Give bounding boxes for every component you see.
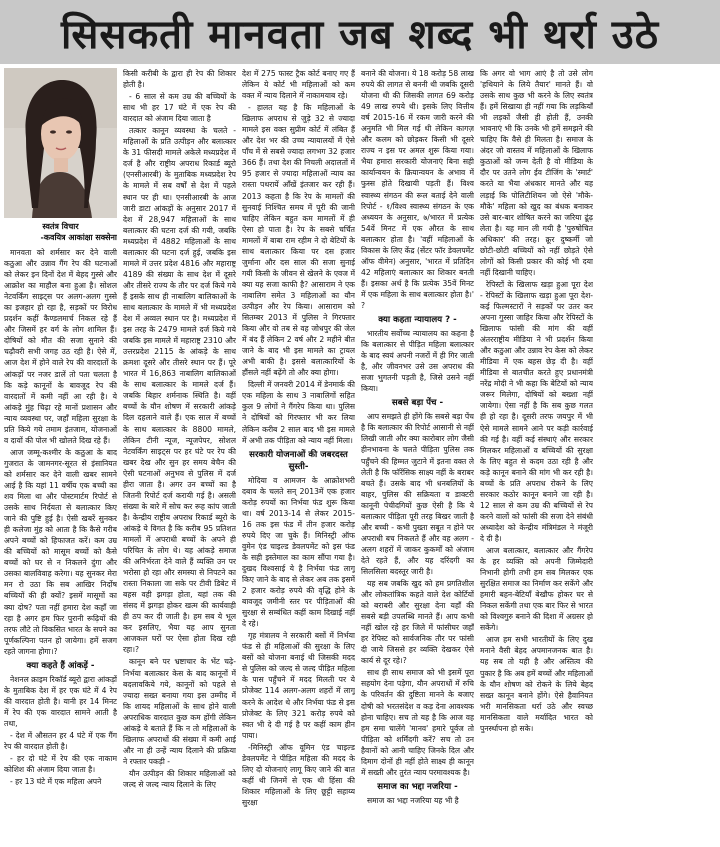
- article-paragraph: भारतीय सर्वोच्च न्यायालय का कहना है कि बलात्कार से पीड़ित महिला बलात्कार के बाद स्वयं अपनी नजरों में ही गिर जाती है, और जीवनभर उसे उस अपराध की सजा भुगतनी पड़ती है, जिसे उसने नहीं किया।: [361, 329, 474, 394]
- article-paragraph: साथ ही साथ समाज को भी इसमें पूरा सहयोग देना पड़ेगा, यौन अपराधों में रुचि के परिवर्तन की दुष्टिता मानने के बजाए दोषी को भरतसंदेश व कड़ देना आवश्यक होना चाहिए। सच तो यह है कि आज वह हम समा चालेंगे 'मानव' हमारे पूर्वज तो पीड़िता को शर्मिंदगी करें? सच तो उन हैवानों को आनी चाहिए जिनके दिल और दिमाग दोनों ही नहीं होते साक्ष्य ही कानून में सख्ती और तुरंत न्याय परमावश्यक है।: [361, 668, 474, 777]
- author-portrait-image: [4, 68, 117, 218]
- section-subheading: सरकारी योजनाओं की जबरदस्त सुस्ती-: [249, 449, 348, 472]
- column-2: [123, 68, 236, 844]
- column-text: [123, 68, 236, 790]
- article-paragraph: तत्कार कानून व्यवस्था के चलते - महिलाओं के प्रति उत्पीड़न और बलात्कार के 31 फीसदी मामले अकेले मध्यप्रदेश में दर्ज है और राष्ट्रीय अपराध रिकार्ड ब्यूरो (एनसीआरबी) के मुताबिक मध्यप्रदेश रेप के मामले में सब वर्षों से देश में पहले स्थान पर ही था। एनसीआरबी के आज जारी डाटा आंकड़ों के अनुसार 2017 में देश में 28,947 महिलाओं के साथ बलात्कार की घटना दर्ज की गयी, जबकि मध्यप्रदेश में 4882 महिलाओं के साथ बलात्कार की घटना दर्ज हुई, जबकि इस मामले में उत्तर प्रदेश 4816 और महाराष्ट्र 4189 की संख्या के साथ देश में दूसरे और तीसरे राज्य के तौर पर दर्ज किये गये हैं इसके साथ ही नाबालिग बालिकाओं के साथ बलात्कार के मामले में भी मध्यप्रदेश देश में अव्वल स्थान पर है। मध्यप्रदेश में इस तरह के 2479 मामले दर्ज किये गये जबकि इस मामले में महाराष्ट्र 2310 और उत्तरप्रदेश 2115 के आंकड़े के साथ क्रमशः दूसरे और तीसरे स्थान पर हैं। पूरे भारत में 16,863 नाबालिग बालिकाओं के साथ बलात्कार के मामले दर्ज हैं। जबकि बिहार शर्मनाक स्थिति है। वहीं बच्चों के यौन शोषण में सरकारी आंकड़े दिल दहलाने वाले हैं। एक साल में बच्चों के साथ बलात्कार के 8800 मामले, लेकिन टीनी न्यूज, न्यूजपेपर, सोशल नेटवर्किंग साइट्स पर हर घंटे पर रेप की खबर देख और सुन हर समय बेचैन की ऐसी घटनाओं अनुभव से पुलिस में दर्ज हीरा जाता है। अगर उन बच्चों का है जितनी रिपोर्ट दर्ज करायी गई है। असली संख्या के बारे में सोच कर रूह कांप जाती है। केन्द्रीय राष्ट्रीय अपराध रिकार्ड ब्यूरो के आंकड़े ये विगत है कि करीब 95 प्रतिशत मामलों में अपराधी बच्चों के अपने ही परिचित के लोग थे। यह आंकड़े समाज की अनिर्भरता देने वाले हैं व्यक्ति उन पर भरोसा हो रहा और समस्या से निपटने का रास्ता निकाला जा सके पर टीवी डिबेट में बहस वही झगड़ा होता, यहां तक की संसद में झगड़ा होकर खत्म की कार्यवाही ही ठप कर दी जाती है। हम सब ये भूल कर इसलिए, भैया यह आप सुनता आजकल घरों पर ऐसा होता दिख रही रहा।?: [123, 126, 236, 655]
- byline: [4, 221, 117, 243]
- article-paragraph: देश में 275 फास्ट ट्रैक कोर्ट बनाए गए हैं लेकिन ये कोर्ट भी महिलाओं को कम वक्त में न्याय दिलाने में नाकामयाब रहे।: [242, 69, 355, 101]
- article-paragraph: - देश में औसतन हर 4 घंटे में एक गैंग रेप की वारदात होती है।: [4, 730, 117, 752]
- column-5: [480, 68, 593, 844]
- article-paragraph: कि अगर वो भाग आएं है तो उसे लोग 'हथियाने के लिये तैयार' मानते हैं। वो उसके साथ कुछ भी करने के लिए स्वतंत्र हैं। हमें सिखाया ही नहीं गया कि लड़कियाँ भी लड़कों जैसी ही होती हैं, उनकी भावनाएं भी कि उनके भी हमें समझने की चाहिए कि वैसे ही मिलता है। समाज के अंदर जो वास्तव में महिलाओं के खिलाफ कुठाओं को जन्म देती है वो मीडिया के दौर पर उतने लोग ईव टीजिंग के 'स्मार्ट' करते या भैया अंधकार मानते और यह लड़ाई कि पोलिटीशियन जो ऐसे 'मौके-मौके' महिला को खुद का बंधक बनाकर उसे बार-बार शोषित करने का जरिया ढूंढ़ लेता है। यह मान ली गयी है 'पुरुषोचित अधिकार' की तरह। क्रूर दुष्कर्मी जो छोटी-छोटी बच्चियों को नहीं छोड़ते ऐसे लोगों को किसी प्रकार की कोई भी दया नहीं दिखानी चाहिए।: [480, 69, 593, 277]
- article-paragraph: आज जम्मू-कश्मीर के कठुआ के बाद गुजरात के जामनगर-सूरत से इंसानियत को शर्मसार कर देने वाली खबर सामने आई है कि यहां 11 वर्षीय एक बच्ची का शव मिला था और पोस्टमार्टम रिपोर्ट से उसके साथ निर्दयता से बलात्कार किए जाने की पुष्टि हुई है। ऐसी खबरें सुनकर ही कलेजा मुंह को आता है कि कैसे गरीब अपने बच्चों को हिफाजत करें। कम उम्र की बच्चियों को मासूम बच्चों को कैसे बच्चों को घर से न निकलने दुंगा और उसका बालविवाह करेगा। यह सुनकर मेरा मन रो उठा कि सब आखिर निर्दोष बच्चियों की ही क्यों? इसमें मासूमों का क्या दोष? पता नहीं हमारा देश कहाँ जा रहा है अगर हम फिर पुरानी रूढ़ियों की तरफ लौटे तो विकसित भारत के सपने का पूर्णकल्पिना पतन हो जायेगा। हमें सजग रहते जागना होगा।?: [4, 447, 117, 656]
- article-paragraph: -मिनिस्ट्री ऑफ वूमिन एंड चाइल्ड डेवलपमेंट ने पीड़ित महिला की मदद के लिए दो योजनाएं लागू किए जाने की बात कहीं थी जिनमें से एक थी हिंसा की शिकार महिलाओं के लिए छूट्टी सहाय्य सुरक्षा: [242, 742, 355, 807]
- article-paragraph: गृह मंत्रालय ने सरकारी बसों में निर्भया फंड से ही महिलाओं की सुरक्षा के लिए बसों को योजना बनाई थी जिसकी मदद से पुलिस को जल्द से जल्द पीड़ित महिला के पास पहुँचने में मदद मिलती पर ये प्रोजेक्ट 114 अलग-अलग शहरों में लागू करने के आदेश थे और निर्भया फंड से इस प्रोजेक्ट के लिए 321 करोड़ रुपये को स्वत भी दे दी गई है पर कहीं काम हीन पाया।: [242, 631, 355, 740]
- article-paragraph: आप समझते ही होंगे कि सबसे बड़ा पेंच है कि बलात्कार की रिपोर्ट आसानी से नहीं लिखी जाती और क्या कारोबार लोग जैसी हीनभावना के चलते पीड़िता पुलिस तक पहुँचने की हिम्मत जुटाने में इतना वक्त ले लेती है कि फॉरेंसिक साक्ष्य नहीं के बराबर बचते हैं। उसके बाद भी धनबलियों के बाहर, पुलिस की सक्रियता व डाक्टरी कानूनी पेचीदगियों कुछ ऐसी है कि ये बलात्कार पीड़िता पूरी तरह बिखर जाती है और बच्ची - कभी पुख्ता सबूत न होने पर अपराधी बच निकलते हैं और वह अलग - अलग शहरों में जाकर कुकर्मों को अंजाम देते रहते हैं, और यह दरिंदगी का सिलसिला बदस्तूर जारी है।: [361, 412, 474, 576]
- article-paragraph: बनाने की योजना। ये 18 करोड़ 58 लाख रुपये की लागत से बननी थी जबकि दूसरी योजना थी की जिसकी लागत 69 करोड़ 49 लाख रुपये थी। इसके लिए वित्तीय वर्ष 2015-16 में रकम जारी करने की अनुमति भी मिल गई थी लेकिन कागज़ और कलम को छोड़कर किसी भी दूसरे राज्य न इस पर अमल शुरू किया गया। भैया हमारा सरकारी योजनाएं बिना सही कार्यान्वयन के क्रियान्वयन के अभाव में फुस्स होते दिखायी पड़ती हैं। विश्व स्वास्थ्य संगठन की रूल बताई देने वाली रिपोर्ट - १/विश्व स्वास्थ्य संगठन के एक अध्ययन के अनुसार, ७/भारत में प्रत्येक 54वें मिनट में एक औरत के साथ बलात्कार होता है। 'वहीं महिलाओं के विकास के लिए केंद्र (सेंटर फॉर डेवलपमेंट ऑफ वीमेन) अनुसार, 'भारत में प्रतिदिन 42 महिलाएं बलात्कार का शिकार बनती हैं। इसका अर्थ है कि प्रत्येक 35वें मिनट में एक महिला के साथ बलात्कार होता है।' ?: [361, 69, 474, 310]
- article-paragraph: नेशनल क्राइम रिकॉर्ड ब्यूरो द्वारा आंकड़ों के मुताबिक देश में हर एक घंटे में 4 रेप की वारदात होती है। यानी हर 14 मिनट में रेप की एक वारदात सामने आती है तथा,: [4, 674, 117, 728]
- column-text: [480, 68, 593, 734]
- article-paragraph: किसी करीबी के द्वारा ही रेप की शिकार होती है।: [123, 69, 236, 90]
- section-subheading: सबसे बड़ा पेंच -: [391, 398, 444, 409]
- column-4: [361, 68, 474, 844]
- article-paragraph: - हर दो घंटे में रेप की एक नाकाम कोशिश की अंजाम दिया जाता है।: [4, 754, 117, 775]
- article-paragraph: मानवता को शर्मसार कर देने वाली कठुआ और उन्नाव गैंग रेप की घटनाओं को लेकर इन दिनों देश में बेहद गुस्से और आक्रोश का माहौल बना हुआ है। सोशल नेटवर्किंग साइट्स पर अलग-अलग गुस्से का इजहार हो रहा है, सड़कों पर विरोध प्रदर्शन कहीं कैण्डलमार्च निकल रहे हैं और जिसमें हर वर्ग के लोग शामिल हैं। दोषियों को मौत की सजा सुनाने की चढ़ौवरी सभी जगह उठ रही है। ऐसे में, आज देश में होने वाले रेप की वारदातों के आंकड़ों पर नजर डालें तो पता चलता है कि कड़े कानूनों के बावजूद रेप की वारदातों में कमी नहीं आ रही है। ये आंकड़े मुंह चिढ़ा रहे मानों प्रशासन और न्याय व्यवस्था पर, जहाँ महिला सुरक्षा के प्रति किये गये तमाम इंतजाम, योजनाओं व दावों की पोल भी खोलते दिख रहे हैं।: [4, 248, 117, 445]
- headline: सिसकती मानवता जब शब्द भी थर्रा उठे: [61, 11, 659, 58]
- column-text: [4, 247, 117, 787]
- article-paragraph: आज हम सभी भारतीयों के लिए दुख मनाने वैसी बेहद अपमानजनक बात है। यह सब तो यही है और अस्तित्व की पुकार है कि अब हमें बच्चों और महिलाओं के यौन शोषण को रोकने के लिये बेहद सख्त कानून बनाने होंगे। ऐसे हैवानियत भरी मानसिकता थर्रा उठे और स्वच्छ मानसिकता वाले मर्यादित भारत को पुनर्स्थापना हो सके।: [480, 635, 593, 733]
- article-body: [4, 68, 716, 844]
- section-subheading: समाज का भद्दा नजरिया -: [377, 781, 458, 792]
- byline-role: स्वतंत्र विचार: [42, 222, 79, 231]
- author-photo: [4, 68, 117, 218]
- section-subheading: क्या कहते हैं आंकड़ें -: [26, 660, 95, 671]
- article-paragraph: दिल्ली में जनवरी 2014 में डेनमार्क की एक महिला के साथ 3 नाबालिगों सहित कुल 9 लोगों ने गैंगरेप किया था। पुलिस ने दोषियों को गिरफ्तार भी कर लिया लेकिन करीब 2 साल बाद भी इस मामले में अभी तक पीड़िता को न्याय नहीं मिला।: [242, 380, 355, 445]
- article-paragraph: यह सब जबकि खुद को हम प्रगतिशील और लोकतांत्रिक कहते वाले देश कोर्टियों को बराबरी और सुरक्षा देना यहाँ की सबसे बड़ी उपलब्धि मानते हैं। आप कभी नहीं खोल रहे हर जिले में फांसीघर जहाँ हर रेपिस्ट को सार्वजनिक तौर पर फांसी दी जाये जिससे हर व्यक्ति देखकर ऐसे कार्य से दूर रहे।?: [361, 579, 474, 666]
- article-paragraph: यौन उत्पीड़न की शिकार महिलाओं को जल्द से जल्द न्याय दिलाने के लिए: [123, 768, 236, 789]
- article-paragraph: - 6 साल से कम उम्र की बच्चियों के साथ भी हर 17 घंटे में एक रेप की वारदात को अंजाम दिया जाता है: [123, 92, 236, 124]
- article-paragraph: समाज का भद्दा नजरिया यह भी है: [367, 795, 459, 805]
- article-paragraph: मोदिया व आमजन के आक्रोशभरी दबाव के चलते सन् 2013में एक हजार करोड़ रुपयों का निर्भया फंड शुरू किया था। वर्ष 2013-14 से लेकर 2015-16 तक इस फंड में तीन हजार करोड़ रुपये दिए जा चुके हैं। मिनिस्ट्री ऑफ वुमेन एंड चाइल्ड डेवलपमेंट को इस फंड के सही इस्तेमाल का काम सौंपा गया है। दुखद विश्वसाई ये है निर्भया फंड लागू किए जाने के बाद से लेकर अब तक इसमें 2 हजार करोड़ रुपये की वृद्धि होने के बावजूद जमीनी स्तर पर पीड़िताओं की सुरक्षा से सम्बंधित कहीं काम दिखाई नहीं दे रहे।: [242, 475, 355, 629]
- article-paragraph: कानून बने पर भ्रष्टाचार के भेंट चढ़े- निर्भया बलात्कार केस के बाद कानूनों में बदलावकिये गये, कानूनों को पहले से ज्यादा सख्त बनाया गया इस उम्मीद में कि शायद महिलाओं के साथ होने वाली अपराधिक वारदात कुछ कम होंगी लेकिन आंकड़े ये बताते हैं कि न तो महिलाओं के खिलाफ अपराधों की संख्या में कमी आई और ना ही उन्हें न्याय दिलाने की प्रक्रिया ने रफ्तार पकड़ी -: [123, 657, 236, 766]
- column-3: [242, 68, 355, 844]
- article-paragraph: रेपिस्टों के खिलाफ खड़ा हुआ पूरा देश - रेपिस्टों के खिलाफ खड़ा हुआ पूरा देश- कई फिल्मस्टारों ने सड़कों पर उतर कर अपना गुस्सा जाहिर किया और रेपिस्टों के खिलाफ फांसी की मांग की वहीं अंतरराष्ट्रीय मीडिया ने भी प्रदर्शन किया और कठुआ और उन्नाव रेप केस को लेकर मीडिया में एक बहस छेड़ दी है। वहीं मीडिया से बातचीत करते हुए प्रधानमंत्री नरेंद्र मोदी ने भी कहा कि बेटियों को न्याय जरूर मिलेगा, दोषियों को बख्शा नहीं जायेगा। ऐसा नहीं है कि सब कुछ गलत ही हो रहा है। दूसरी तरफ जयपुर में भी ऐसे मामले सामने आने पर कड़ी कार्रवाई की गई है। वहीं कई संस्थाएं और सरकार मिलकर महिलाओं व बच्चियों की सुरक्षा के लिए बहुत से कदम उठा रही है और कड़े कानून बनाने की मांग भी कर रही है। बच्चों के प्रति अपराध रोकने के लिए सरकार कठोर कानून बनाने जा रही है। 12 साल से कम उम्र की बच्चियों से रेप करने वालों को फांसी की सजा देने संबंधी अध्यादेश को केन्द्रीय मंत्रिमंडल ने मंजूरी दे दी है।: [480, 279, 593, 543]
- headline-banner: [0, 0, 720, 64]
- article-paragraph: - हर 13 घंटे में एक महिला अपने: [10, 777, 102, 787]
- byline-author: -कवयित्र आकांक्षा सक्सेना: [40, 233, 117, 242]
- column-text: [361, 68, 474, 806]
- column-text: [242, 68, 355, 808]
- section-subheading: क्या कहता न्यायालय ? -: [378, 315, 457, 326]
- article-paragraph: - हालत यह है कि महिलाओं के खिलाफ अपराध से जुड़े 32 से ज्यादा मामले इस वक्त सुप्रीम कोर्ट में लंबित हैं और देश भर की उच्च न्यायालयों में ऐसे पाँच में से सबसे ज्यादा लगभग 32 हजार 366 हैं। तथा देश की निचली अदालतों में 95 हजार से ज्यादा महिलाओं न्याय का रास्ता पथरायें आँखें इंतजार कर रही हैं। 2013 कहता है कि रेप के मामलों की सुनवाई निश्चित समय में पूरी की जानी चाहिए लेकिन बहुत कम मामलों में ही ऐसा हो पाता है। रेप के सबसे चर्चित मामलों में बाबा राम रहीम ने दो बेटियों के साथ बलात्कार किया पर दस हजार जुर्माना और दस साल की सजा सुनाई गयी किसी के जीवन से खेलने के एवज में क्या यह सजा काफी है? आसाराम ने एक नाबालिग समेत 3 महिलाओं का यौन उत्पीड़न और रेप किया। आसाराम को सितम्बर 2013 में पुलिस ने गिरफ्तार किया और वो तब से वह जोधपुर की जेल में बंद हैं लेकिन 2 वर्ष और 2 महीने बीत जाने के बाद भी इस मामले का ट्रायल अभी बाकी है। इससे बलात्कारियों के हौंसले नहीं बढ़ेंगे तो और क्या होगा।: [242, 103, 355, 378]
- article-paragraph: आज बलात्कार, बलात्कार और गैंगरेप के हर व्यक्ति को अपनी जिम्मेदारी निभानी होगी तभी हम सब मिलकर एक सुरक्षित समाज का निर्माण कर सकेंगे और हमारी बहन-बेटियाँ बेखौफ होकर घर से निकल सकेंगी तथा एक बार फिर से भारत को विश्वगुरु बनाने की दिशा में अग्रसर हो सकेंगे।: [480, 546, 593, 633]
- column-1: [4, 68, 117, 844]
